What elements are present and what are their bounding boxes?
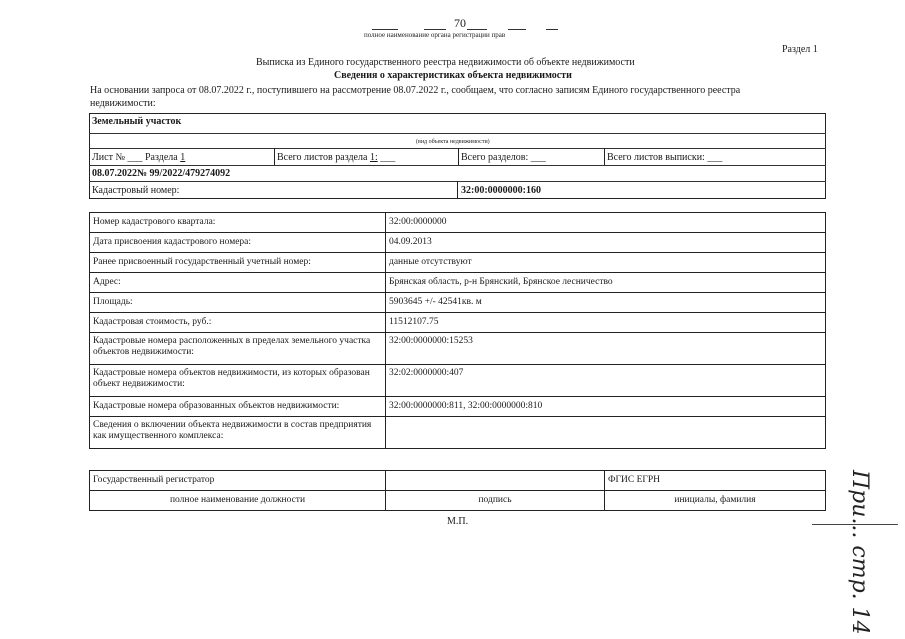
detail-label: Кадастровая стоимость, руб.: <box>90 313 386 333</box>
detail-value: 32:00:0000000:15253 <box>386 333 826 365</box>
intro-line-1: На основании запроса от 08.07.2022 г., поступившего на рассмотрение 08.07.2022 г., сообщаем, что согласно записям Единого государственного реестра <box>90 85 741 96</box>
section-label: Раздел 1 <box>782 44 818 55</box>
detail-row <box>90 253 826 273</box>
page-number: 70 <box>454 16 466 30</box>
object-type: Земельный участок <box>92 116 182 127</box>
detail-label: Сведения о включении объекта недвижимости в состав предприятия как имущественного комплекса: <box>90 417 386 449</box>
extract-title: Выписка из Единого государственного реестра недвижимости об объекте недвижимости <box>256 57 635 68</box>
detail-row <box>90 313 826 333</box>
total-sheets-extract-label: Всего листов выписки: <box>607 152 705 163</box>
detail-value: 5903645 +/- 42541кв. м <box>386 293 826 313</box>
stamp-place: М.П. <box>447 516 469 527</box>
header-dash <box>372 29 398 30</box>
object-type-rule <box>89 133 826 134</box>
sheet-col-divider <box>458 148 459 165</box>
handwritten-margin-note: При... стр. 14 <box>847 470 872 635</box>
sheet-number-label: Лист № ___ Раздела 1 <box>92 152 186 163</box>
extract-subtitle: Сведения о характеристиках объекта недвижимости <box>334 70 572 81</box>
detail-label: Площадь: <box>90 293 386 313</box>
header-dash <box>546 29 558 30</box>
cadastral-number-label: Кадастровый номер: <box>92 185 180 196</box>
detail-value: 04.09.2013 <box>386 233 826 253</box>
extract-date-number: 08.07.2022№ 99/2022/479274092 <box>92 168 231 179</box>
total-sheets-section: Всего листов раздела 1: ___ <box>277 152 396 163</box>
total-sections-label: Всего разделов: <box>461 152 529 163</box>
detail-value <box>386 417 826 449</box>
detail-row <box>90 397 826 417</box>
caption-position: полное наименование должности <box>90 491 386 511</box>
sheet-label: Лист № <box>92 152 125 163</box>
sheet-row-bottom <box>89 165 826 166</box>
caption-sign: подпись <box>386 491 605 511</box>
signature-table <box>89 470 826 511</box>
detail-value: 32:00:0000000:811, 32:00:0000000:810 <box>386 397 826 417</box>
margin-note-underline <box>812 524 898 525</box>
signature-row <box>90 471 826 491</box>
detail-value: 11512107.75 <box>386 313 826 333</box>
total-sheets-extract: Всего листов выписки: ___ <box>607 152 723 163</box>
cadastral-col-divider <box>457 181 458 199</box>
intro-line-2: недвижимости: <box>90 98 156 109</box>
detail-value: 32:00:0000000 <box>386 213 826 233</box>
detail-row <box>90 333 826 365</box>
sheet-section-label: Раздела <box>144 152 178 163</box>
total-sheets-section-value: 1: <box>369 152 378 163</box>
detail-value: 32:02:0000000:407 <box>386 365 826 397</box>
registrar-position: Государственный регистратор <box>90 471 386 491</box>
detail-label: Адрес: <box>90 273 386 293</box>
detail-label: Кадастровые номера расположенных в пределах земельного участка объектов недвижимости: <box>90 333 386 365</box>
sheet-col-divider <box>604 148 605 165</box>
detail-label: Номер кадастрового квартала: <box>90 213 386 233</box>
registrar-org: ФГИС ЕГРН <box>605 471 826 491</box>
header-dash <box>467 29 487 30</box>
detail-row <box>90 233 826 253</box>
detail-value: Брянская область, р-н Брянский, Брянское лесничество <box>386 273 826 293</box>
total-sections: Всего разделов: ___ <box>461 152 546 163</box>
total-sheets-section-label: Всего листов раздела <box>277 152 368 163</box>
object-type-caption: (вид объекта недвижимости) <box>416 139 490 145</box>
detail-row <box>90 365 826 397</box>
detail-row <box>90 213 826 233</box>
details-table <box>89 212 826 449</box>
organ-caption: полное наименование органа регистрации прав <box>364 31 506 39</box>
section-number: 1 <box>180 152 186 163</box>
detail-row <box>90 417 826 449</box>
detail-label: Ранее присвоенный государственный учетный номер: <box>90 253 386 273</box>
detail-row <box>90 293 826 313</box>
header-dash <box>508 29 526 30</box>
detail-label: Дата присвоения кадастрового номера: <box>90 233 386 253</box>
detail-row <box>90 273 826 293</box>
sheet-col-divider <box>274 148 275 165</box>
cadastral-number-value: 32:00:0000000:160 <box>461 185 541 196</box>
detail-label: Кадастровые номера образованных объектов недвижимости: <box>90 397 386 417</box>
detail-value: данные отсутствуют <box>386 253 826 273</box>
caption-name: инициалы, фамилия <box>605 491 826 511</box>
header-dash <box>424 29 446 30</box>
signature-caption-row <box>90 491 826 511</box>
detail-label: Кадастровые номера объектов недвижимости, из которых образован объект недвижимости: <box>90 365 386 397</box>
signature-cell <box>386 471 605 491</box>
